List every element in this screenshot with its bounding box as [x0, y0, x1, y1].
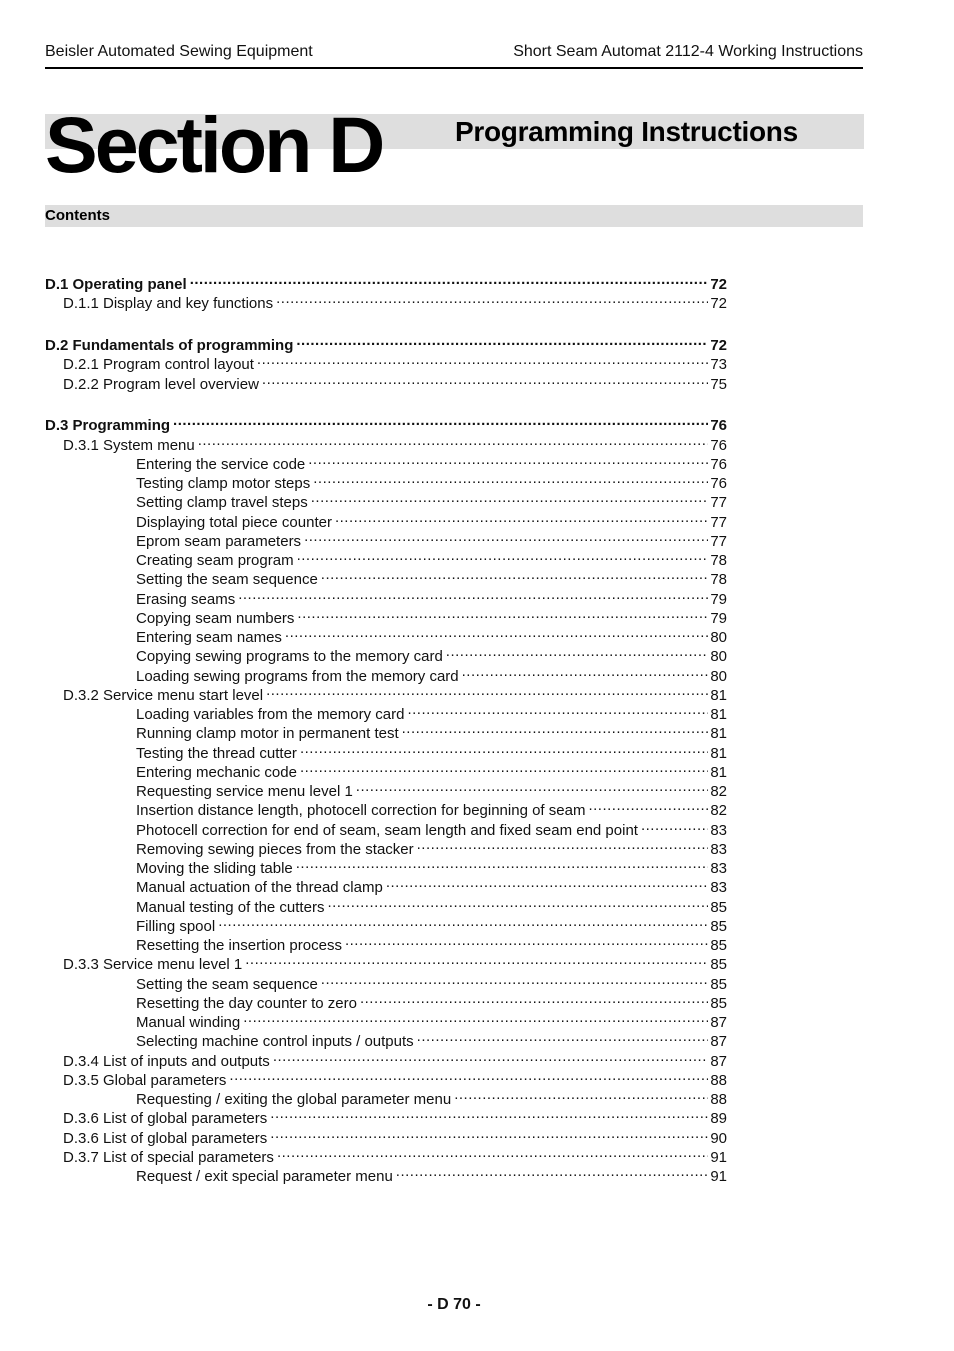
- toc-entry-page: 78: [710, 552, 727, 569]
- toc-leader-dots: [296, 331, 708, 350]
- toc-leader-dots: [277, 1143, 708, 1162]
- toc-leader-dots: [462, 662, 709, 681]
- toc-leader-dots: [243, 1008, 708, 1027]
- toc-entry-label: Entering the service code: [136, 455, 306, 473]
- toc-entry-page: 75: [710, 375, 727, 393]
- toc-entry[interactable]: [63, 350, 727, 374]
- toc-leader-dots: [417, 835, 709, 854]
- toc-entry-page: 80: [710, 667, 727, 685]
- toc-leader-dots: [335, 508, 708, 527]
- toc-entry-label: D.3.6 List of global parameters: [63, 1110, 268, 1128]
- toc-entry[interactable]: [63, 370, 727, 393]
- toc-entry-page: 91: [710, 1148, 727, 1166]
- toc-leader-dots: [173, 411, 708, 430]
- toc-leader-dots: [273, 1047, 709, 1066]
- toc-entry-page: 85: [710, 917, 727, 935]
- toc-entry-page: 83: [710, 860, 727, 877]
- toc-entry-label: Photocell correction for end of seam, seam length and fixed seam end point: [136, 821, 638, 839]
- toc-entry-page: 72: [710, 337, 727, 354]
- toc-entry-page: 83: [710, 840, 727, 858]
- toc-entry-label: D.2.2 Program level overview: [63, 375, 259, 393]
- toc-entry[interactable]: [63, 1104, 727, 1128]
- toc-leader-dots: [218, 912, 708, 931]
- toc-entry-label: Setting clamp travel steps: [136, 494, 308, 512]
- toc-entry-label: Resetting the insertion process: [136, 937, 342, 954]
- toc-entry-label: D.1.1 Display and key functions: [63, 295, 274, 313]
- toc-entry[interactable]: [136, 854, 727, 877]
- toc-entry-label: Removing sewing pieces from the stacker: [136, 840, 414, 858]
- toc-entry-label: D.3.2 Service menu start level: [63, 686, 264, 704]
- section-subtitle: Programming Instructions: [455, 116, 798, 147]
- page-header: [45, 43, 863, 69]
- toc-entry-label: Testing the thread cutter: [136, 744, 297, 762]
- toc-entry-page: 87: [710, 1033, 727, 1051]
- toc-entry-label: Manual winding: [136, 1014, 241, 1031]
- toc-entry[interactable]: [136, 758, 727, 781]
- toc-entry-page: 78: [710, 571, 727, 589]
- toc-entry[interactable]: [136, 565, 727, 589]
- toc-entry-page: 76: [710, 475, 727, 492]
- toc-entry-page: 85: [710, 956, 727, 974]
- toc-entry[interactable]: [63, 1143, 727, 1166]
- toc-leader-dots: [417, 1027, 709, 1046]
- toc-leader-dots: [446, 642, 709, 661]
- toc-entry[interactable]: [63, 1124, 727, 1147]
- toc-entry[interactable]: [136, 931, 727, 954]
- contents-band: [45, 205, 863, 227]
- toc-entry[interactable]: [136, 1008, 727, 1031]
- toc-entry-label: Requesting service menu level 1: [136, 783, 353, 800]
- toc-entry[interactable]: [136, 585, 727, 608]
- toc-leader-dots: [321, 565, 709, 584]
- toc-entry[interactable]: [45, 411, 727, 435]
- toc-leader-dots: [297, 546, 709, 565]
- toc-entry[interactable]: [63, 431, 727, 454]
- toc-entry-page: 76: [710, 436, 727, 454]
- toc-entry-page: 80: [710, 629, 727, 646]
- toc-leader-dots: [641, 816, 708, 835]
- toc-entry-label: Filling spool: [136, 917, 216, 935]
- toc-entry[interactable]: [136, 700, 727, 723]
- toc-entry-page: 77: [710, 532, 727, 550]
- toc-entry-label: D.3.1 System menu: [63, 436, 195, 454]
- toc-entry[interactable]: [45, 331, 727, 354]
- toc-entry-page: 80: [710, 648, 727, 666]
- toc-leader-dots: [297, 604, 708, 623]
- toc-entry-label: D.2 Fundamentals of programming: [45, 337, 294, 354]
- toc-leader-dots: [308, 450, 708, 469]
- toc-entry-page: 85: [710, 898, 727, 916]
- toc-leader-dots: [321, 970, 709, 989]
- toc-entry[interactable]: [136, 989, 727, 1012]
- toc-entry[interactable]: [136, 835, 727, 858]
- toc-entry-label: Manual actuation of the thread clamp: [136, 879, 383, 897]
- toc-entry-label: D.3.6 List of global parameters: [63, 1129, 268, 1147]
- toc-entry-page: 91: [710, 1168, 727, 1185]
- toc-entry-label: Entering mechanic code: [136, 763, 297, 781]
- header-document-title: Short Seam Automat 2112-4 Working Instructions: [513, 43, 863, 60]
- toc-entry[interactable]: [136, 508, 727, 531]
- page-number: - D 70 -: [427, 1296, 481, 1313]
- toc-leader-dots: [402, 719, 709, 738]
- toc-entry-label: D.3.5 Global parameters: [63, 1071, 227, 1089]
- toc-entry-page: 85: [710, 994, 727, 1012]
- toc-entry-page: 79: [710, 609, 727, 627]
- toc-entry-label: Displaying total piece counter: [136, 513, 332, 531]
- toc-entry-label: D.3.3 Service menu level 1: [63, 956, 243, 974]
- toc-entry-page: 88: [710, 1071, 727, 1089]
- toc-entry[interactable]: [136, 604, 727, 627]
- toc-entry[interactable]: [136, 642, 727, 666]
- toc-entry[interactable]: [136, 912, 727, 935]
- toc-entry-page: 72: [710, 295, 727, 313]
- toc-entry-page: 87: [710, 1014, 727, 1031]
- toc-entry-label: Creating seam program: [136, 552, 294, 569]
- header-company: Beisler Automated Sewing Equipment: [45, 43, 313, 60]
- toc-leader-dots: [285, 623, 708, 642]
- toc-entry-label: Selecting machine control inputs / outputs: [136, 1033, 414, 1051]
- toc-entry-page: 76: [710, 455, 727, 473]
- toc-leader-dots: [311, 488, 709, 507]
- toc-entry-page: 83: [710, 821, 727, 839]
- toc-entry-label: D.3 Programming: [45, 417, 171, 435]
- toc-leader-dots: [198, 431, 709, 450]
- toc-entry[interactable]: [136, 777, 727, 800]
- toc-entry[interactable]: [136, 893, 727, 916]
- toc-entry[interactable]: [136, 739, 727, 762]
- toc-entry[interactable]: [136, 1162, 727, 1185]
- toc-leader-dots: [345, 931, 708, 950]
- toc-leader-dots: [407, 700, 708, 719]
- toc-entry-label: Running clamp motor in permanent test: [136, 725, 399, 743]
- toc-entry-page: 85: [710, 937, 727, 954]
- toc-entry[interactable]: [136, 873, 727, 897]
- toc-entry-label: Resetting the day counter to zero: [136, 994, 357, 1012]
- toc-entry-page: 87: [710, 1052, 727, 1070]
- toc-entry[interactable]: [63, 950, 727, 974]
- toc-entry-label: Copying sewing programs to the memory card: [136, 648, 443, 666]
- toc-entry[interactable]: [136, 546, 727, 569]
- toc-leader-dots: [270, 1124, 708, 1143]
- toc-entry-page: 77: [710, 513, 727, 531]
- toc-entry-page: 81: [710, 744, 727, 762]
- contents-heading: Contents: [45, 207, 110, 224]
- toc-leader-dots: [396, 1162, 709, 1181]
- toc-entry-label: Setting the seam sequence: [136, 975, 318, 993]
- toc-leader-dots: [454, 1085, 708, 1104]
- toc-entry-label: Testing clamp motor steps: [136, 475, 311, 492]
- toc-leader-dots: [262, 370, 708, 389]
- toc-leader-dots: [327, 893, 708, 912]
- toc-entry[interactable]: [63, 681, 727, 704]
- toc-leader-dots: [386, 873, 708, 892]
- toc-entry-page: 72: [710, 276, 727, 293]
- toc-entry[interactable]: [136, 450, 727, 473]
- toc-entry-page: 82: [710, 802, 727, 820]
- toc-entry[interactable]: [136, 1085, 727, 1108]
- toc-entry-page: 77: [710, 494, 727, 512]
- toc-entry-page: 81: [710, 763, 727, 781]
- toc-entry-label: Requesting / exiting the global parameter menu: [136, 1091, 452, 1108]
- toc-entry-label: Loading variables from the memory card: [136, 706, 405, 723]
- toc-entry-page: 81: [710, 706, 727, 723]
- toc-leader-dots: [266, 681, 708, 700]
- toc-leader-dots: [296, 854, 709, 873]
- toc-entry[interactable]: [136, 719, 727, 743]
- toc-entry-label: Request / exit special parameter menu: [136, 1168, 393, 1185]
- toc-leader-dots: [229, 1066, 708, 1085]
- toc-leader-dots: [238, 585, 708, 604]
- toc-entry-label: D.3.7 List of special parameters: [63, 1148, 274, 1166]
- toc-entry-page: 81: [710, 725, 727, 743]
- toc-leader-dots: [313, 469, 708, 488]
- toc-entry-label: Entering seam names: [136, 629, 282, 646]
- toc-leader-dots: [588, 796, 708, 815]
- toc-entry-label: Insertion distance length, photocell correction for beginning of seam: [136, 802, 586, 820]
- toc-entry[interactable]: [136, 623, 727, 646]
- toc-entry-label: Eprom seam parameters: [136, 532, 302, 550]
- toc-entry-page: 76: [710, 417, 727, 435]
- toc-entry-page: 81: [710, 686, 727, 704]
- toc-entry[interactable]: [136, 527, 727, 550]
- toc-entry[interactable]: [63, 289, 727, 313]
- toc-leader-dots: [257, 350, 708, 369]
- toc-entry-label: D.3.4 List of inputs and outputs: [63, 1052, 270, 1070]
- toc-entry-label: Erasing seams: [136, 590, 236, 608]
- toc-leader-dots: [276, 289, 708, 308]
- toc-entry-label: Loading sewing programs from the memory card: [136, 667, 459, 685]
- toc-entry-page: 79: [710, 590, 727, 608]
- toc-leader-dots: [245, 950, 708, 969]
- toc-entry-label: Moving the sliding table: [136, 860, 293, 877]
- toc-entry[interactable]: [136, 488, 727, 512]
- toc-entry-page: 88: [710, 1091, 727, 1108]
- toc-entry-page: 82: [710, 783, 727, 800]
- toc-entry-label: D.1 Operating panel: [45, 276, 187, 293]
- toc-entry-label: Setting the seam sequence: [136, 571, 318, 589]
- toc-leader-dots: [356, 777, 709, 796]
- toc-entry[interactable]: [63, 1047, 727, 1070]
- toc-entry[interactable]: [136, 469, 727, 492]
- toc-entry-page: 89: [710, 1110, 727, 1128]
- toc-leader-dots: [300, 758, 708, 777]
- toc-entry-page: 73: [710, 356, 727, 374]
- toc-entry[interactable]: [45, 270, 727, 293]
- toc-leader-dots: [190, 270, 709, 289]
- toc-leader-dots: [300, 739, 708, 758]
- toc-entry-page: 90: [710, 1129, 727, 1147]
- toc-entry-label: Copying seam numbers: [136, 609, 295, 627]
- toc-entry[interactable]: [136, 1027, 727, 1051]
- section-title: Section D: [45, 100, 383, 189]
- toc-leader-dots: [360, 989, 708, 1008]
- toc-entry[interactable]: [136, 796, 727, 820]
- toc-entry-label: Manual testing of the cutters: [136, 898, 325, 916]
- toc-entry-page: 85: [710, 975, 727, 993]
- toc-entry[interactable]: [63, 1066, 727, 1089]
- toc-leader-dots: [304, 527, 708, 546]
- toc-entry[interactable]: [136, 662, 727, 685]
- toc-leader-dots: [270, 1104, 708, 1123]
- toc-entry[interactable]: [136, 970, 727, 993]
- toc-entry-label: D.2.1 Program control layout: [63, 356, 254, 374]
- toc-entry[interactable]: [136, 816, 727, 839]
- toc-entry-page: 83: [710, 879, 727, 897]
